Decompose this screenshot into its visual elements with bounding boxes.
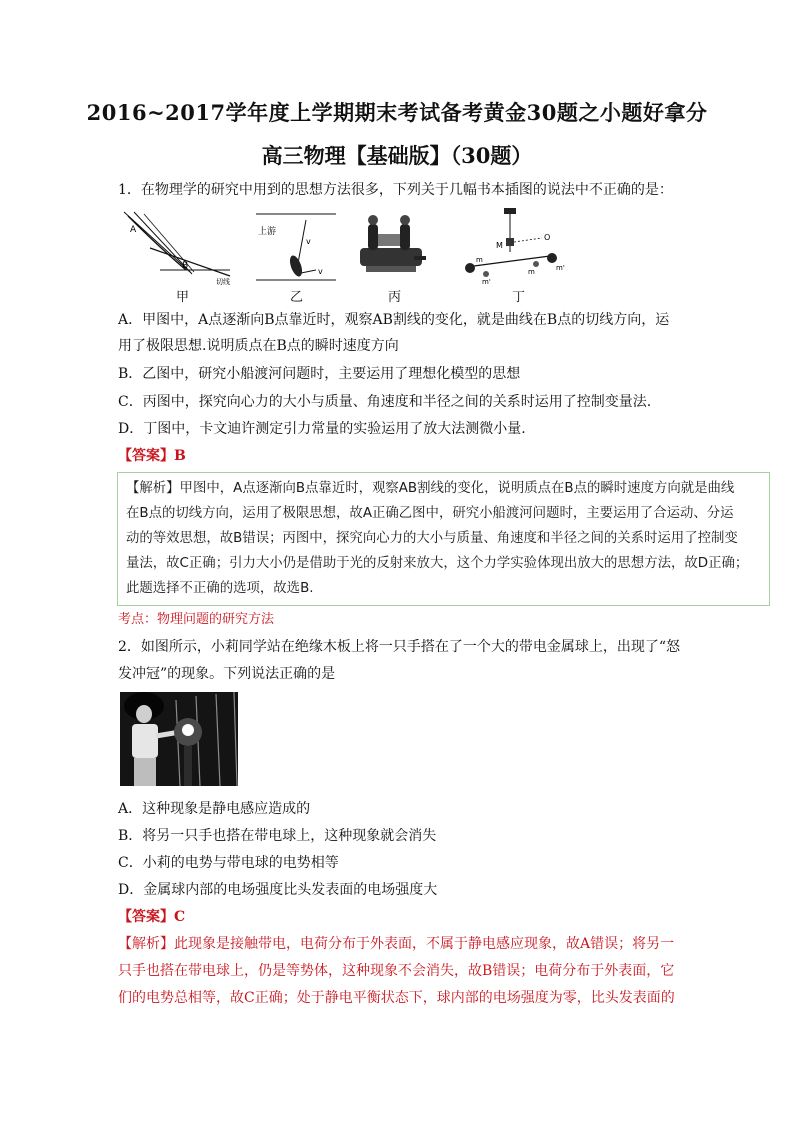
- figure-ding: [456, 208, 568, 296]
- q1-option-b: B．乙图中，研究小船渡河问题时，主要运用了理想化模型的思想: [118, 366, 521, 382]
- q1-option-a-line2: 用了极限思想.说明质点在B点的瞬时速度方向: [118, 338, 399, 354]
- q1-kaodian: 考点：物理问题的研究方法: [118, 612, 275, 627]
- q1-analysis-line: 动的等效思想，故B错误；丙图中，探究向心力的大小与质量、角速度和半径之间的关系时运用了控制变: [126, 531, 738, 546]
- q2-stem-line2: 发冲冠”的现象。下列说法正确的是: [118, 666, 336, 682]
- label-m1: m: [476, 256, 483, 264]
- figure-yi: [252, 208, 340, 296]
- q1-analysis-line: 【解析】甲图中，A点逐渐向B点靠近时，观察AB割线的变化，说明质点在B点的瞬时速度方向就是曲线: [126, 481, 735, 496]
- q1-analysis-line: 在B点的切线方向，运用了极限思想，故A正确乙图中，研究小船渡河问题时，主要运用了合运动、分运: [126, 506, 734, 521]
- label-v1: v: [306, 237, 311, 246]
- figure-bing: [350, 208, 430, 296]
- q2-answer: 【答案】C: [118, 909, 186, 925]
- q2-stem-line1: 2．如图所示，小莉同学站在绝缘木板上将一只手搭在了一个大的带电金属球上，出现了“怒: [118, 639, 681, 655]
- page-subtitle: 高三物理【基础版】（30题）: [261, 143, 533, 168]
- caption-jia: 甲: [176, 290, 190, 305]
- label-mprime1: m': [482, 278, 491, 286]
- q2-analysis-line: 【解析】此现象是接触带电，电荷分布于外表面，不属于静电感应现象，故A错误；将另一: [118, 936, 675, 952]
- label-o: O: [544, 233, 551, 242]
- q1-answer: 【答案】B: [118, 448, 186, 464]
- q1-analysis-line: 此题选择不正确的选项，故选B.: [126, 581, 314, 596]
- label-v2: v: [318, 267, 323, 276]
- caption-bing: 丙: [388, 290, 402, 305]
- q1-option-c: C．丙图中，探究向心力的大小与质量、角速度和半径之间的关系时运用了控制变量法.: [118, 394, 652, 410]
- q1-option-d: D．丁图中，卡文迪许测定引力常量的实验运用了放大法测微小量.: [118, 421, 526, 437]
- figure-jia: [120, 208, 244, 296]
- q1-stem: 1．在物理学的研究中用到的思想方法很多，下列关于几幅书本插图的说法中不正确的是：: [118, 182, 673, 198]
- q2-option-a: A．这种现象是静电感应造成的: [118, 801, 311, 817]
- caption-ding: 丁: [512, 290, 526, 305]
- label-a: A: [130, 225, 137, 235]
- q1-analysis-box: [117, 472, 770, 606]
- q2-option-d: D．金属球内部的电场强度比头发表面的电场强度大: [118, 882, 438, 898]
- page-title: 2016~2017学年度上学期期末考试备考黄金30题之小题好拿分: [86, 100, 708, 125]
- q1-option-a-line1: A．甲图中，A点逐渐向B点靠近时，观察AB割线的变化，就是曲线在B点的切线方向，运: [118, 312, 670, 328]
- q2-analysis-line: 们的电势总相等，故C正确；处于静电平衡状态下，球内部的电场强度为零，比头发表面的: [118, 990, 675, 1006]
- label-m-upper: M: [496, 241, 503, 250]
- q2-photo: [120, 692, 238, 786]
- label-b: B: [182, 261, 189, 271]
- caption-yi: 乙: [290, 290, 304, 305]
- q1-analysis-line: 量法，故C正确；引力大小仍是借助于光的反射来放大，这个力学实验体现出放大的思想方法，故D正确；: [126, 556, 749, 571]
- label-upstream: 上游: [258, 227, 277, 237]
- label-m2: m: [528, 268, 535, 276]
- label-mprime2: m': [556, 264, 565, 272]
- q2-option-b: B．将另一只手也搭在带电球上，这种现象就会消失: [118, 828, 437, 844]
- label-tangent: 切线: [216, 278, 230, 286]
- q2-option-c: C．小莉的电势与带电球的电势相等: [118, 855, 339, 871]
- q2-analysis-line: 只手也搭在带电球上，仍是等势体，这种现象不会消失，故B错误；电荷分布于外表面，它: [118, 963, 675, 979]
